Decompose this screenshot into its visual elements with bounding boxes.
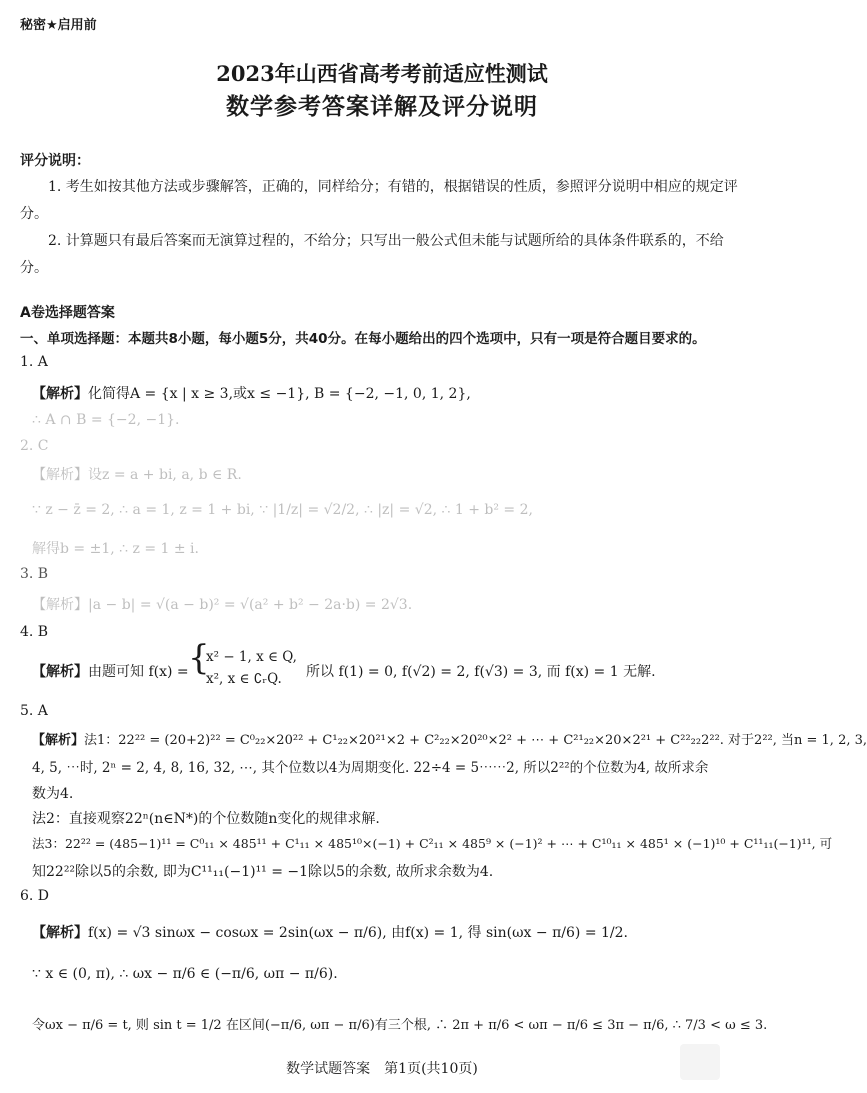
q4-answer: 4. B — [20, 624, 49, 640]
q6-text: f(x) = √3 sinωx − cosωx = 2sin(ωx − π/6), 由f(x) = 1, 得 sin(ωx − π/6) = 1/2. — [88, 925, 628, 941]
q2-answer: 2. C — [20, 438, 49, 454]
q2-explanation-line-3: 解得b = ±1, ∴ z = 1 ± i. — [32, 541, 199, 557]
q1-explanation-line-1 — [32, 383, 471, 403]
scoring-rule-2: 2. 计算题只有最后答案而无演算过程的，不给分；只写出一般公式但未能与试题所给的具体条件联系的，不给分。 — [20, 233, 724, 276]
q3-explanation: 【解析】|a − b| = √(a − b)² = √(a² + b² − 2a·b) = 2√3. — [32, 597, 413, 613]
q2-explanation-line-1: 【解析】设z = a + bi, a, b ∈ R. — [32, 467, 242, 483]
exam-title: 2023年山西省高考考前适应性测试 — [216, 61, 548, 86]
q1-tag: 【解析】 — [32, 386, 88, 402]
section-heading: A卷选择题答案 — [20, 305, 115, 321]
q6-explanation-line-3: 令ωx − π/6 = t, 则 sin t = 1/2 在区间(−π/6, ωπ − π/6)有三个根, ∴ 2π + π/6 < ωπ − π/6 ≤ 3π − π/6, ∴ 7/3 < ω ≤ 3. — [32, 1018, 768, 1033]
q5-method-2: 法2：直接观察22ⁿ(n∈N*)的个位数随n变化的规律求解. — [32, 811, 380, 827]
confidential-label: 秘密★启用前 — [20, 18, 97, 33]
q4-case-1: x² − 1, x ∈ Q, — [206, 649, 297, 665]
q6-tag: 【解析】 — [32, 925, 88, 941]
q5-answer: 5. A — [20, 703, 48, 719]
q5-method-1-line-2: 4, 5, ⋯时, 2ⁿ = 2, 4, 8, 16, 32, ⋯, 其个位数以4为周期变化. 22÷4 = 5⋯⋯2, 所以2²²的个位数为4, 故所求余 — [32, 760, 709, 776]
scoring-rule-1: 1. 考生如按其他方法或步骤解答，正确的，同样给分；有错的，根据错误的性质，参照评分说明中相应的规定评分。 — [20, 179, 738, 222]
q4-piecewise-cases — [206, 646, 297, 690]
q4-piecewise-brace: { — [188, 638, 210, 678]
q4-conclusion: 所以 f(1) = 0, f(√2) = 2, f(√3) = 3, 而 f(x) = 1 无解. — [306, 664, 656, 680]
q1-explanation-line-2: ∴ A ∩ B = {−2, −1}. — [32, 412, 180, 428]
q6-answer: 6. D — [20, 888, 50, 904]
q2-explanation-line-2: ∵ z − z̄ = 2, ∴ a = 1, z = 1 + bi, ∵ |1/z| = √2/2, ∴ |z| = √2, ∴ 1 + b² = 2, — [32, 502, 533, 518]
q5-method-3-line-2: 知22²²除以5的余数, 即为C¹¹₁₁(−1)¹¹ = −1除以5的余数, 故所求余数为4. — [32, 864, 494, 880]
q5-method-3-line-1: 法3：22²² = (485−1)¹¹ = C⁰₁₁ × 485¹¹ + C¹₁₁ × 485¹⁰×(−1) + C²₁₁ × 485⁹ × (−1)² + ⋯ + C¹⁰₁₁ × 485¹ × (−1)¹⁰ + C¹¹₁₁(−1)¹¹, 可 — [32, 836, 833, 851]
q5-method-1-text: 法1：22²² = (20+2)²² = C⁰₂₂×20²² + C¹₂₂×20²¹×2 + C²₂₂×20²⁰×2² + ⋯ + C²¹₂₂×20×2²¹ + C²²₂₂2²². 对于2²², 当n = 1, 2, 3, — [84, 733, 867, 748]
page-footer: 数学试题答案 第1页(共10页) — [286, 1061, 478, 1077]
scoring-heading: 评分说明： — [20, 153, 90, 169]
q6-explanation-line-1 — [32, 922, 628, 942]
q4-explanation — [32, 661, 189, 681]
q5-method-1-line-3: 数为4. — [32, 786, 74, 802]
q1-text: 化简得A = {x | x ≥ 3,或x ≤ −1}, B = {−2, −1, 0, 1, 2}, — [88, 386, 471, 402]
scan-smudge — [680, 1044, 720, 1080]
q4-case-2: x², x ∈ ∁ᵣQ. — [206, 671, 282, 687]
q5-method-1-line-1 — [32, 729, 867, 748]
document-title: 数学参考答案详解及评分说明 — [226, 94, 538, 120]
q3-answer: 3. B — [20, 566, 49, 582]
q4-prefix: 由题可知 f(x) = — [88, 664, 189, 680]
q6-explanation-line-2: ∵ x ∈ (0, π), ∴ ωx − π/6 ∈ (−π/6, ωπ − π/6). — [32, 966, 338, 982]
q4-tag: 【解析】 — [32, 664, 88, 680]
part-one-heading: 一、单项选择题：本题共8小题，每小题5分，共40分。在每小题给出的四个选项中，只有一项是符合题目要求的。 — [20, 331, 706, 347]
q1-answer: 1. A — [20, 354, 48, 370]
q5-tag: 【解析】 — [32, 733, 85, 748]
